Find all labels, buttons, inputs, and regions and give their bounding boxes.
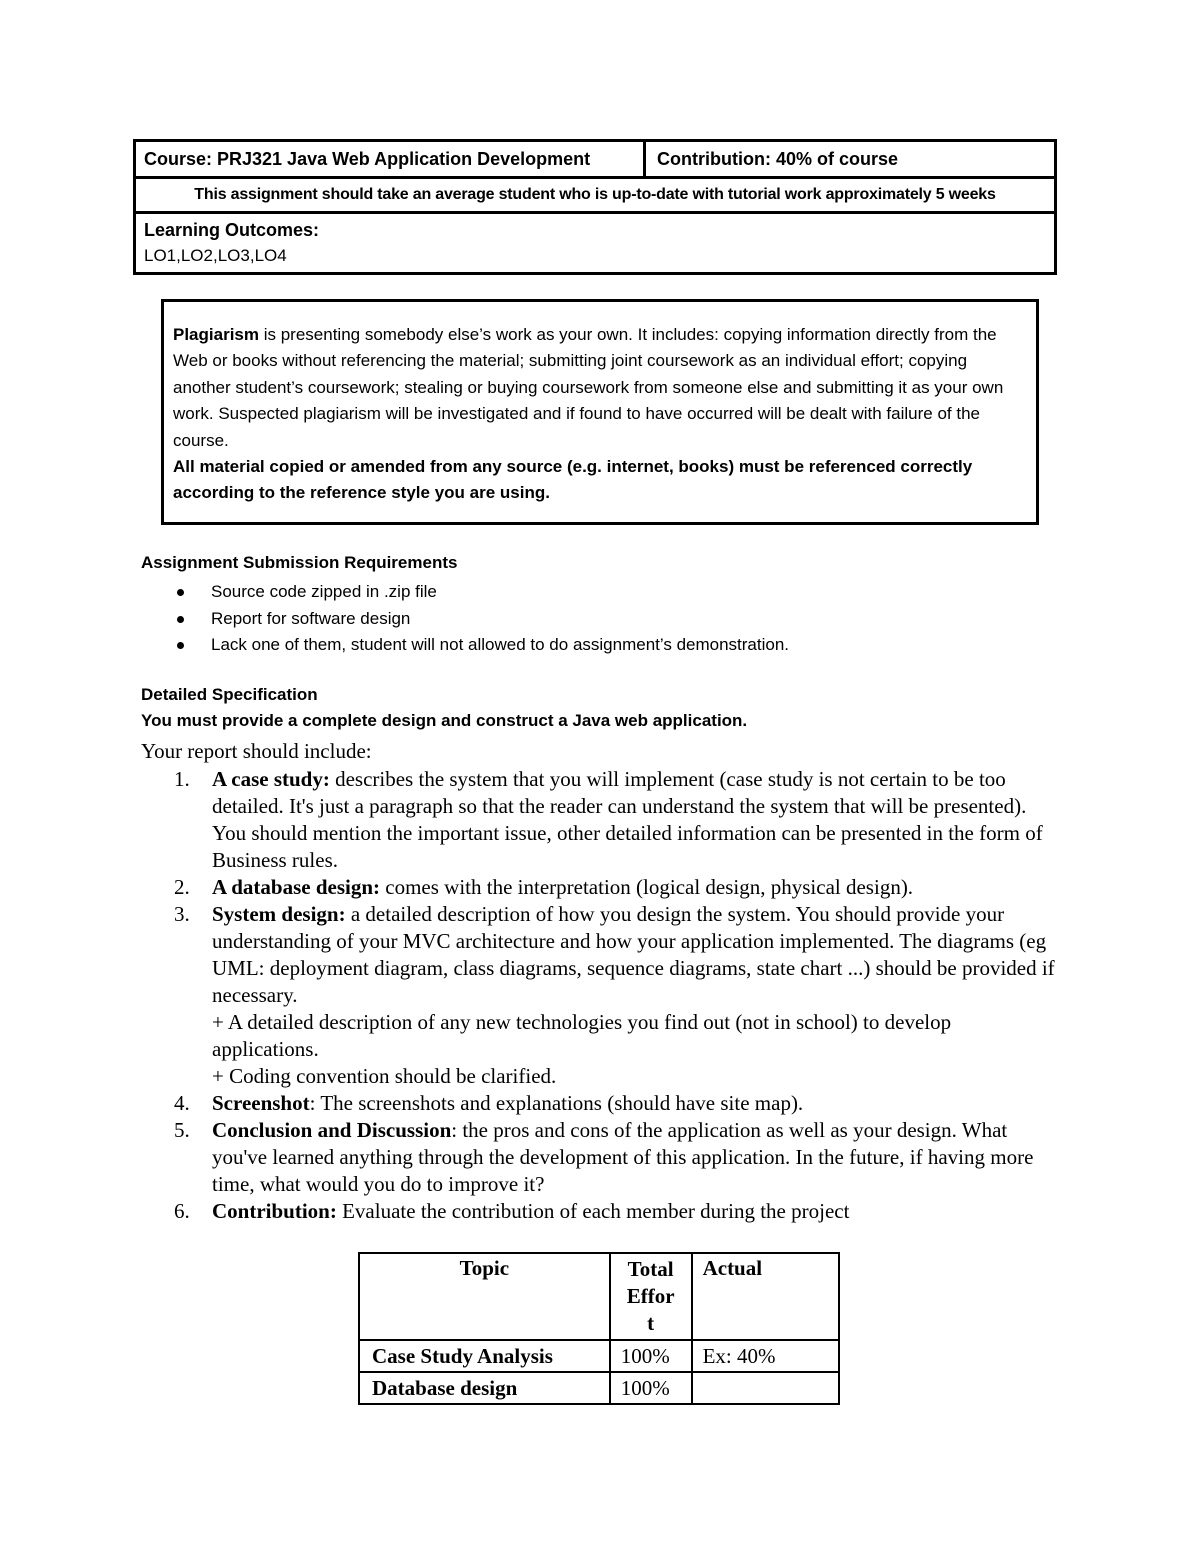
list-item-text: a detailed description of how you design the system. You should provide your understanding of your MVC architecture and how your application implemented. The diagrams (eg UML: deployment diagram, class diagrams, sequence diagrams, state chart ...) should be provided if necessary.	[212, 902, 1055, 1007]
table-cell-topic: Database design	[359, 1372, 610, 1404]
plagiarism-term: Plagiarism	[173, 325, 259, 344]
learning-outcomes-values: LO1,LO2,LO3,LO4	[144, 246, 287, 265]
column-header-actual: Actual	[692, 1253, 839, 1340]
list-item-term: A database design:	[212, 875, 381, 899]
table-row	[359, 1340, 839, 1372]
course-contribution: Contribution: 40% of course	[657, 149, 899, 169]
learning-outcomes-label: Learning Outcomes:	[144, 220, 320, 240]
header-row-learning-outcomes	[136, 214, 1054, 272]
column-header-total-effort	[610, 1253, 692, 1340]
table-cell-total: 100%	[610, 1340, 692, 1372]
bullet-icon	[177, 589, 184, 596]
list-item	[141, 1198, 1061, 1225]
list-item-number: 3.	[174, 902, 190, 926]
list-item-text: Report for software design	[211, 608, 411, 628]
table-cell-total: 100%	[610, 1372, 692, 1404]
header-row-course	[136, 142, 1054, 179]
plagiarism-notice	[161, 299, 1039, 525]
list-item	[141, 606, 789, 633]
list-item-term: System design:	[212, 902, 346, 926]
table-cell-topic: Case Study Analysis	[359, 1340, 610, 1372]
list-item-term: Screenshot	[212, 1091, 310, 1115]
plagiarism-reference-note: All material copied or amended from any source (e.g. internet, books) must be referenced correctly according to the reference style you are using.	[173, 457, 973, 503]
header-effort-line: Effor	[626, 1284, 675, 1308]
header-row-duration	[136, 179, 1054, 214]
list-item-text: describes the system that you will implement (case study is not certain to be too detailed. It's just a paragraph so that the reader can understand the system that will be presented). You should mention the important issue, other detailed information can be presented in the form of Business rules.	[212, 767, 1043, 872]
list-item-extra: + Coding convention should be clarified.	[212, 1064, 557, 1088]
bullet-icon	[177, 616, 184, 623]
submission-requirements-list	[141, 579, 789, 659]
list-item-text: : The screenshots and explanations (should have site map).	[309, 1091, 804, 1115]
list-item-number: 5.	[174, 1118, 190, 1142]
table-cell-actual: Ex: 40%	[692, 1340, 839, 1372]
list-item-extra: + A detailed description of any new technologies you find out (not in school) to develop applications.	[212, 1010, 952, 1061]
list-item-text: Source code zipped in .zip file	[211, 582, 437, 601]
column-header-topic: Topic	[359, 1253, 610, 1340]
list-item	[141, 632, 789, 659]
plagiarism-text: is presenting somebody else’s work as your own. It includes: copying information directly from the Web or books without referencing the material; submitting joint coursework as an individual effort; copying another student’s coursework; stealing or buying coursework from someone else and submitting it as your own work. Suspected plagiarism will be investigated and if found to have occurred will be dealt with failure of the course.	[173, 325, 1004, 450]
list-item-number: 6.	[174, 1199, 190, 1223]
list-item	[141, 1090, 1061, 1117]
report-intro: Your report should include:	[141, 739, 372, 763]
header-effort-line: Total	[627, 1257, 674, 1281]
table-header-row	[359, 1253, 839, 1340]
table-cell-actual	[692, 1372, 839, 1404]
list-item	[141, 766, 1061, 874]
table-row	[359, 1372, 839, 1404]
list-item	[141, 1117, 1061, 1198]
list-item-term: Conclusion and Discussion	[212, 1118, 452, 1142]
list-item-text: Evaluate the contribution of each member during the project	[336, 1199, 850, 1223]
list-item	[141, 579, 789, 606]
list-item-number: 1.	[174, 767, 190, 791]
specification-title: Detailed Specification	[141, 685, 318, 704]
list-item-term: Contribution:	[212, 1199, 337, 1223]
list-item-number: 4.	[174, 1091, 190, 1115]
specification-subtitle: You must provide a complete design and construct a Java web application.	[141, 711, 748, 730]
duration-note: This assignment should take an average student who is up-to-date with tutorial work approximately 5 weeks	[194, 186, 996, 203]
list-item-text: comes with the interpretation (logical design, physical design).	[380, 875, 914, 899]
report-contents-list	[141, 766, 1061, 1225]
course-title: Course: PRJ321 Java Web Application Development	[136, 142, 646, 176]
submission-requirements-title: Assignment Submission Requirements	[141, 553, 458, 572]
list-item	[141, 874, 1061, 901]
list-item-text: Lack one of them, student will not allowed to do assignment’s demonstration.	[211, 635, 790, 654]
header-effort-line: t	[647, 1311, 655, 1335]
list-item-number: 2.	[174, 875, 190, 899]
contribution-table	[358, 1252, 840, 1405]
course-header-table	[133, 139, 1057, 275]
list-item	[141, 901, 1061, 1090]
list-item-term: A case study:	[212, 767, 330, 791]
bullet-icon	[177, 642, 184, 649]
list-item-text: : the pros and cons of the application as well as your design. What you've learned anything through the development of this application. In the future, if having more time, what would you do to improve it?	[212, 1118, 1034, 1196]
